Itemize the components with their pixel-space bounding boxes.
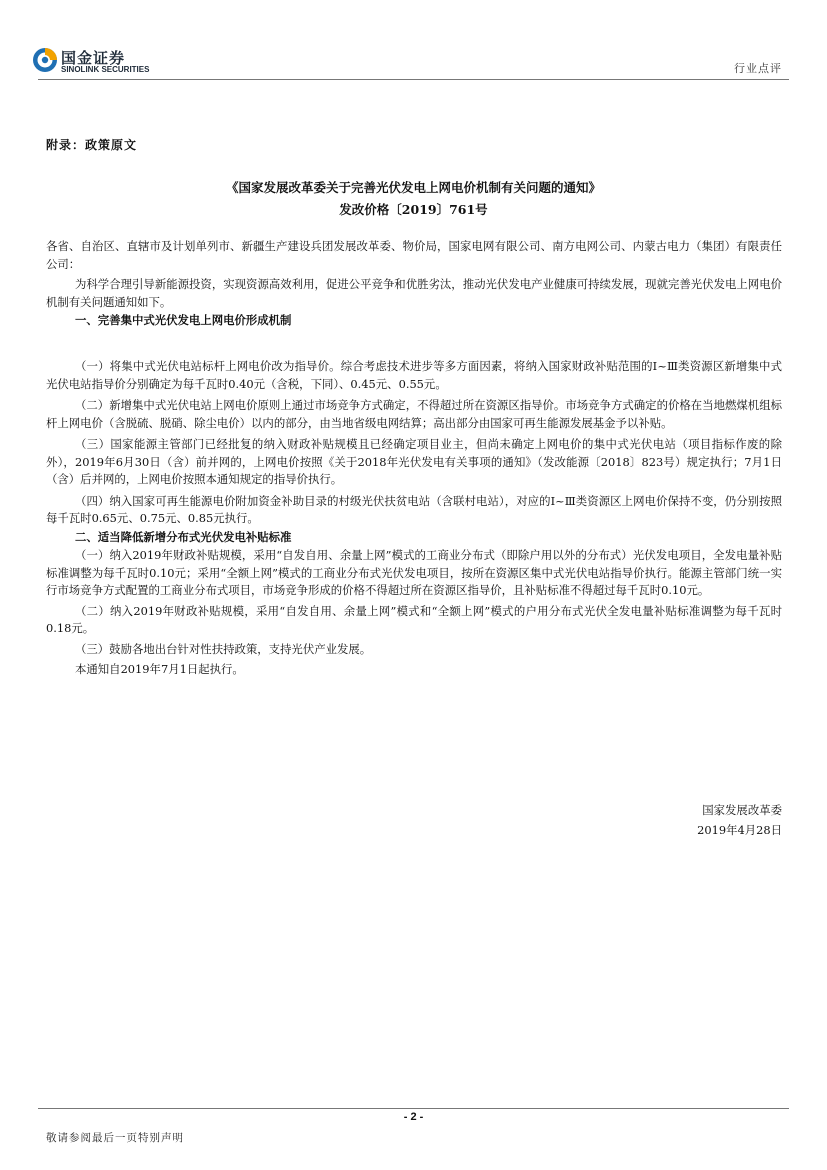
issue-date: 2019年4月28日 bbox=[697, 823, 782, 837]
appendix-heading: 附录：政策原文 bbox=[46, 138, 138, 152]
section-heading: 二、适当降低新增分布式光伏发电补贴标准 bbox=[75, 529, 292, 544]
effective-date-paragraph: 本通知自2019年7月1日起执行。 bbox=[75, 662, 244, 676]
document-number: 发改价格〔2019〕761号 bbox=[339, 202, 488, 217]
report-type-tag: 行业点评 bbox=[734, 62, 782, 75]
signature-block bbox=[697, 800, 782, 840]
sinolink-logo-icon bbox=[32, 47, 58, 73]
list-item: （三）鼓励各地出台针对性扶持政策，支持光伏产业发展。 bbox=[75, 641, 372, 656]
footer-divider bbox=[38, 1108, 789, 1109]
list-item: （四）纳入国家可再生能源电价附加资金补助目录的村级光伏扶贫电站（含联村电站），对应的Ⅰ~Ⅲ类资源区上网电价保持不变，仍分别按照每千瓦时0.65元、0.75元、0.85元执行。 bbox=[46, 493, 782, 525]
list-item: （一）将集中式光伏电站标杆上网电价改为指导价。综合考虑技术进步等多方面因素，将纳入国家财政补贴范围的Ⅰ~Ⅲ类资源区新增集中式光伏电站指导价分别确定为每千瓦时0.40元（含税，下同）、0.45元、0.55元。 bbox=[46, 359, 782, 391]
list-item: （一）纳入2019年财政补贴规模，采用“自发自用、余量上网”模式的工商业分布式（即除户用以外的分布式）光伏发电项目，全发电量补贴标准调整为每千瓦时0.10元；采用“全额上网”模式的工商业分布式光伏发电项目，按所在资源区集中式光伏电站指导价执行。能源主管部门统一实行市场竞争方式配置的工商业分布式项目，市场竞争形成的价格不得超过所在资源区指导价，且补贴标准不得超过每千瓦时0.10元。 bbox=[46, 548, 782, 597]
document-title: 《国家发展改革委关于完善光伏发电上网电价机制有关问题的通知》 bbox=[225, 180, 601, 195]
section-1-body bbox=[46, 358, 782, 679]
logo-text-en: SINOLINK SECURITIES bbox=[61, 65, 150, 74]
page-number: - 2 - bbox=[403, 1111, 424, 1123]
list-item: （二）新增集中式光伏电站上网电价原则上通过市场竞争方式确定，不得超过所在资源区指导价。市场竞争方式确定的价格在当地燃煤机组标杆上网电价（含脱硫、脱硝、除尘电价）以内的部分，由当地省级电网结算；高出部分由国家可再生能源发展基金予以补贴。 bbox=[46, 398, 782, 430]
page-header bbox=[0, 0, 827, 80]
list-item: （二）纳入2019年财政补贴规模，采用“自发自用、余量上网”模式和“全额上网”模式的户用分布式光伏全发电量补贴标准调整为每千瓦时0.18元。 bbox=[46, 603, 782, 635]
header-divider bbox=[38, 79, 789, 80]
recipients-paragraph: 各省、自治区、直辖市及计划单列市、新疆生产建设兵团发展改革委、物价局，国家电网有限公司、南方电网公司、内蒙古电力（集团）有限责任公司： bbox=[46, 239, 782, 271]
disclaimer-note: 敬请参阅最后一页特别声明 bbox=[46, 1132, 184, 1144]
logo-text-cn: 国金证券 bbox=[61, 49, 126, 67]
notice-body bbox=[46, 238, 782, 330]
issuing-organization: 国家发展改革委 bbox=[702, 803, 782, 817]
intro-paragraph: 为科学合理引导新能源投资，实现资源高效利用，促进公平竞争和优胜劣汰，推动光伏发电产业健康可持续发展，现就完善光伏发电上网电价机制有关问题通知如下。 bbox=[46, 277, 782, 309]
section-heading: 一、完善集中式光伏发电上网电价形成机制 bbox=[75, 313, 292, 327]
company-logo bbox=[32, 45, 154, 79]
list-item: （三）国家能源主管部门已经批复的纳入财政补贴规模且已经确定项目业主，但尚未确定上网电价的集中式光伏电站（项目指标作废的除外），2019年6月30日（含）前并网的，上网电价按照《关于2018年光伏发电有关事项的通知》（发改能源〔2018〕823号）规定执行；7月1日（含）后并网的，上网电价按照本通知规定的指导价执行。 bbox=[46, 437, 782, 486]
